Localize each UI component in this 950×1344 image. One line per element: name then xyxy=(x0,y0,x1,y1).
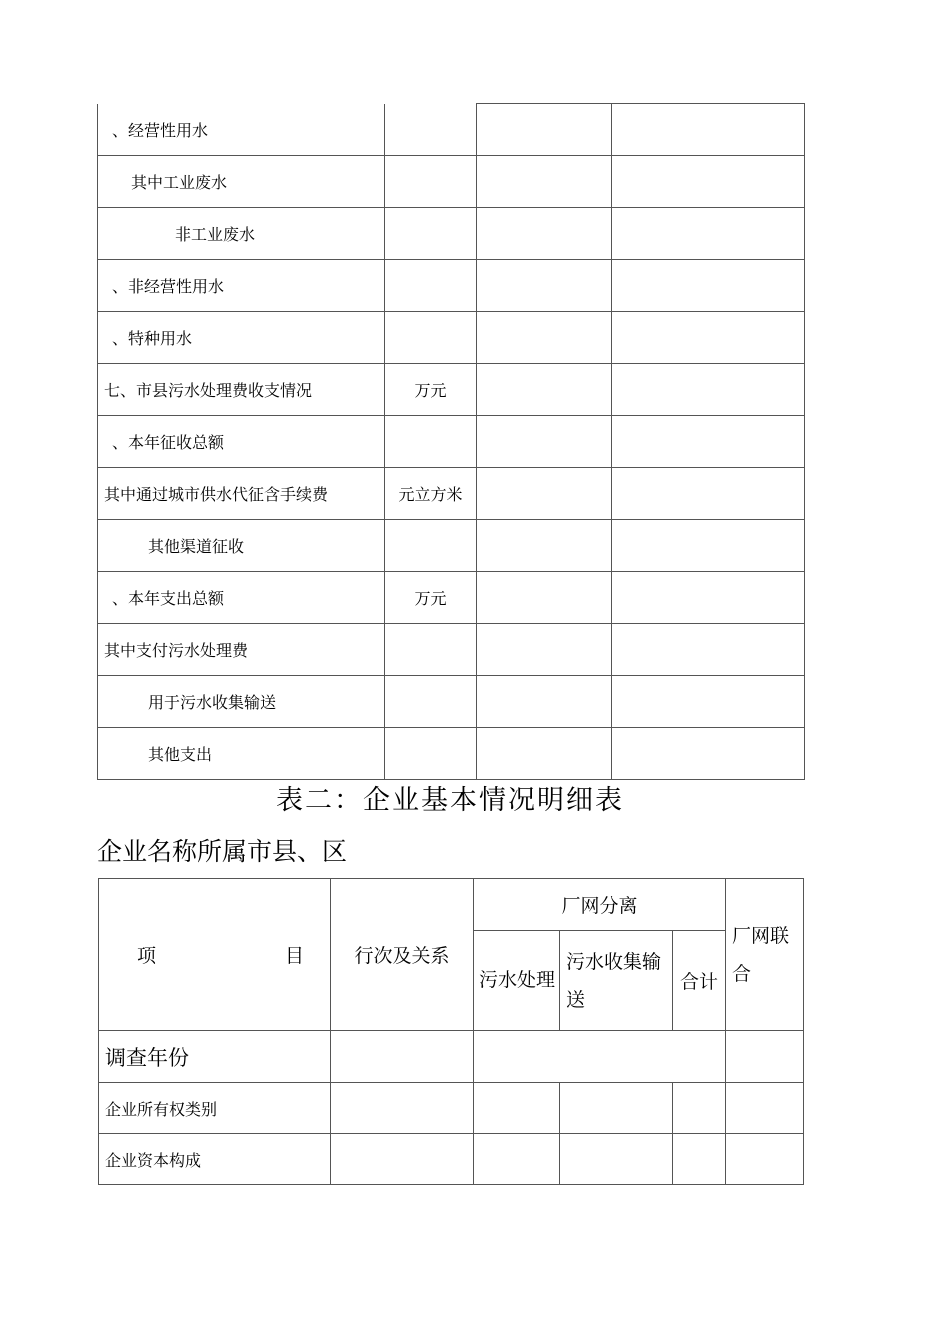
survey-year-label: 调查年份 xyxy=(99,1031,331,1083)
table-row xyxy=(98,364,805,416)
table-row xyxy=(98,104,805,156)
table-row xyxy=(98,312,805,364)
value-cell[interactable] xyxy=(477,624,612,676)
value-cell[interactable] xyxy=(612,208,805,260)
value-cell[interactable] xyxy=(612,728,805,780)
row-unit: 元立方米 xyxy=(385,468,477,520)
value-cell[interactable] xyxy=(474,1083,560,1134)
table-row xyxy=(99,1031,804,1083)
row-unit xyxy=(385,208,477,260)
value-cell[interactable] xyxy=(673,1083,726,1134)
row-label: 、本年支出总额 xyxy=(98,572,385,624)
row-unit xyxy=(385,676,477,728)
value-cell[interactable] xyxy=(560,1134,673,1185)
value-cell[interactable] xyxy=(477,468,612,520)
value-cell[interactable] xyxy=(612,260,805,312)
table-row xyxy=(98,624,805,676)
value-cell[interactable] xyxy=(560,1083,673,1134)
row-unit: 万元 xyxy=(385,572,477,624)
row-label: 、非经营性用水 xyxy=(98,260,385,312)
table-row xyxy=(99,1083,804,1134)
value-cell[interactable] xyxy=(474,1134,560,1185)
value-cell[interactable] xyxy=(477,104,612,156)
value-cell[interactable] xyxy=(477,572,612,624)
row-unit xyxy=(385,156,477,208)
row-unit xyxy=(385,312,477,364)
value-cell[interactable] xyxy=(477,728,612,780)
value-cell[interactable] xyxy=(726,1083,804,1134)
value-cell[interactable] xyxy=(612,624,805,676)
table2-title: 表二：企业基本情况明细表 xyxy=(276,785,624,816)
value-cell[interactable] xyxy=(477,520,612,572)
value-cell[interactable] xyxy=(612,416,805,468)
row-unit xyxy=(385,520,477,572)
value-cell[interactable] xyxy=(474,1031,726,1083)
row-label: 七、市县污水处理费收支情况 xyxy=(98,364,385,416)
combined-header: 厂网联合 xyxy=(726,879,804,1031)
sewage-collection-header: 污水收集输送 xyxy=(560,931,673,1031)
company-info-table xyxy=(98,878,804,1185)
value-cell[interactable] xyxy=(477,260,612,312)
row-label: 其中支付污水处理费 xyxy=(98,624,385,676)
table-row xyxy=(98,416,805,468)
row-unit xyxy=(385,624,477,676)
value-cell[interactable] xyxy=(673,1134,726,1185)
item-header xyxy=(99,879,331,1031)
table-row xyxy=(99,1134,804,1185)
value-cell[interactable] xyxy=(612,676,805,728)
value-cell[interactable] xyxy=(477,156,612,208)
item-header-right: 目 xyxy=(284,945,304,967)
value-cell[interactable] xyxy=(477,208,612,260)
row-unit xyxy=(385,260,477,312)
row-label: 其他支出 xyxy=(98,728,385,780)
ownership-label: 企业所有权类别 xyxy=(99,1083,331,1134)
value-cell[interactable] xyxy=(612,156,805,208)
table-row xyxy=(98,468,805,520)
value-cell[interactable] xyxy=(726,1031,804,1083)
row-label: 其中通过城市供水代征含手续费 xyxy=(98,468,385,520)
company-info-line: 企业名称所属市县、区 xyxy=(97,837,348,866)
row-unit xyxy=(385,104,477,156)
value-cell[interactable] xyxy=(477,312,612,364)
table-row xyxy=(98,260,805,312)
row-label: 非工业废水 xyxy=(98,208,385,260)
value-cell[interactable] xyxy=(331,1031,474,1083)
water-fee-table xyxy=(97,103,805,780)
row-label: 其中工业废水 xyxy=(98,156,385,208)
value-cell[interactable] xyxy=(477,416,612,468)
value-cell[interactable] xyxy=(726,1134,804,1185)
value-cell[interactable] xyxy=(477,364,612,416)
table-row xyxy=(98,208,805,260)
table-row xyxy=(98,520,805,572)
row-label: 其他渠道征收 xyxy=(98,520,385,572)
table-row xyxy=(98,676,805,728)
row-label: 、经营性用水 xyxy=(98,104,385,156)
separation-header: 厂网分离 xyxy=(474,879,726,931)
table-row xyxy=(98,156,805,208)
row-label: 、特种用水 xyxy=(98,312,385,364)
table-row xyxy=(98,572,805,624)
value-cell[interactable] xyxy=(477,676,612,728)
row-unit xyxy=(385,416,477,468)
value-cell[interactable] xyxy=(612,572,805,624)
sewage-treatment-header: 污水处理 xyxy=(474,931,560,1031)
value-cell[interactable] xyxy=(612,312,805,364)
value-cell[interactable] xyxy=(612,520,805,572)
capital-label: 企业资本构成 xyxy=(99,1134,331,1185)
value-cell[interactable] xyxy=(612,104,805,156)
row-unit: 万元 xyxy=(385,364,477,416)
table-row xyxy=(98,728,805,780)
total-header: 合计 xyxy=(673,931,726,1031)
value-cell[interactable] xyxy=(612,468,805,520)
value-cell[interactable] xyxy=(612,364,805,416)
relation-header: 行次及关系 xyxy=(331,879,474,1031)
row-label: 、本年征收总额 xyxy=(98,416,385,468)
value-cell[interactable] xyxy=(331,1134,474,1185)
header-row xyxy=(99,879,804,931)
row-unit xyxy=(385,728,477,780)
item-header-left: 项 xyxy=(137,945,157,967)
row-label: 用于污水收集输送 xyxy=(98,676,385,728)
value-cell[interactable] xyxy=(331,1083,474,1134)
